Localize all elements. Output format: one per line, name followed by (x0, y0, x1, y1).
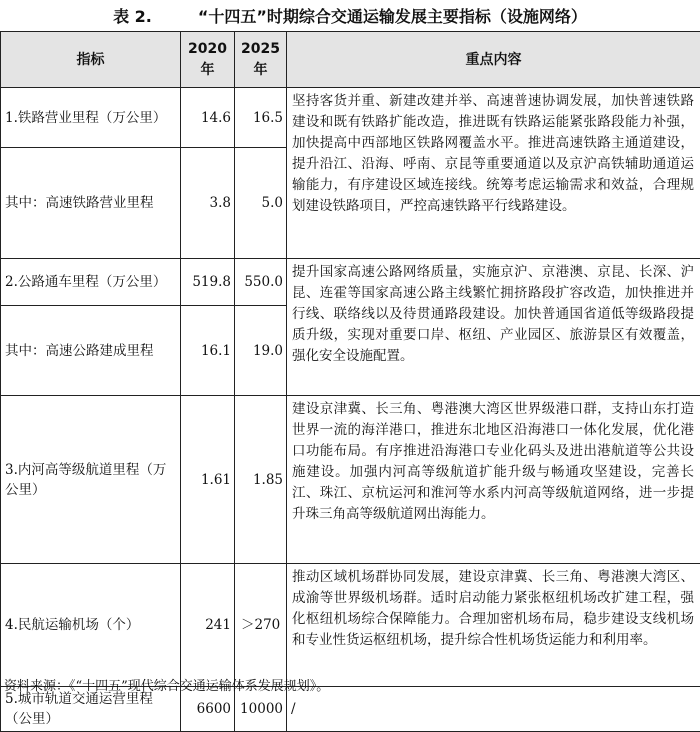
content-cell-waterway: 建设京津冀、长三角、粤港澳大湾区世界级港口群，支持山东打造世界一流的海洋港口，推进东北地区沿海港口一体化发展，优化港口功能布局。有序推进沿海港口专业化码头及进出港航道等公共设施建设。加强内河高等级航道扩能升级与畅通攻坚建设，完善长江、珠江、京杭运河和淮河等水系内河高等级航道网络，进一步提升珠三角高等级航道网出海能力。 (287, 396, 700, 564)
content-cell-rail: 坚持客货并重、新建改建并举、高速普速协调发展，加快普速铁路建设和既有铁路扩能改造，推进既有铁路运能紧张路段能力补强，加快提高中西部地区铁路网覆盖水平。推进高速铁路主通道建设，提升沿江、沿海、呼南、京昆等重要通道以及京沪高铁辅助通道运输能力，有序建设区域连接线。统筹考虑运输需求和效益，合理规划建设铁路项目，严控高速铁路平行线路建设。 (287, 88, 700, 259)
header-2020-text: 2020 年 (188, 41, 227, 78)
value-2020-cell: 16.1 (181, 306, 235, 396)
content-cell-metro: / (287, 687, 700, 732)
table-row (1, 259, 700, 306)
header-2025 (235, 32, 287, 88)
value-2025-cell: 16.5 (235, 88, 287, 148)
header-2025-text: 2025 年 (241, 41, 280, 78)
header-indicator: 指标 (1, 32, 181, 88)
table-row (1, 396, 700, 564)
table-row (1, 564, 700, 687)
indicator-cell: 4.民航运输机场（个） (1, 564, 181, 687)
value-2025-cell: 550.0 (235, 259, 287, 306)
value-2020-cell: 6600 (181, 687, 235, 732)
value-2025-cell: 19.0 (235, 306, 287, 396)
source-note: 资料来源：《“十四五”现代综合交通运输体系发展规划》。 (4, 677, 694, 697)
header-row (1, 32, 700, 88)
table-row (1, 88, 700, 148)
value-2025-cell: 10000 (235, 687, 287, 732)
indicator-table (0, 31, 700, 732)
value-2020-cell: 241 (181, 564, 235, 687)
table-title-text: “十四五”时期综合交通运输发展主要指标（设施网络） (198, 4, 587, 30)
value-2020-cell: 519.8 (181, 259, 235, 306)
header-2020 (181, 32, 235, 88)
content-cell-road: 提升国家高速公路网络质量，实施京沪、京港澳、京昆、长深、沪昆、连霍等国家高速公路主线繁忙拥挤路段扩容改造，加快推进并行线、联络线以及待贯通路段建设。加快普通国省道低等级路段提质升级，实现对重要口岸、枢纽、产业园区、旅游景区有效覆盖，强化安全设施配置。 (287, 259, 700, 396)
indicator-cell: 2.公路通车里程（万公里） (1, 259, 181, 306)
indicator-cell: 其中：高速公路建成里程 (1, 306, 181, 396)
value-2025-cell: 5.0 (235, 148, 287, 259)
indicator-cell: 3.内河高等级航道里程（万公里） (1, 396, 181, 564)
table-number: 表 2. (113, 4, 152, 30)
value-2020-cell: 1.61 (181, 396, 235, 564)
value-2020-cell: 14.6 (181, 88, 235, 148)
table-title (0, 4, 700, 30)
indicator-cell: 其中：高速铁路营业里程 (1, 148, 181, 259)
indicator-cell: 5.城市轨道交通运营里程（公里） (1, 687, 181, 732)
header-content: 重点内容 (287, 32, 700, 88)
content-cell-airport: 推动区域机场群协同发展，建设京津冀、长三角、粤港澳大湾区、成渝等世界级机场群。适时启动能力紧张枢纽机场改扩建工程，强化枢纽机场综合保障能力。合理加密机场布局，稳步建设支线机场和专业性货运枢纽机场，提升综合性机场货运能力和利用率。 (287, 564, 700, 687)
indicator-cell: 1.铁路营业里程（万公里） (1, 88, 181, 148)
value-2025-cell: ＞270 (235, 564, 287, 687)
value-2020-cell: 3.8 (181, 148, 235, 259)
value-2025-cell: 1.85 (235, 396, 287, 564)
